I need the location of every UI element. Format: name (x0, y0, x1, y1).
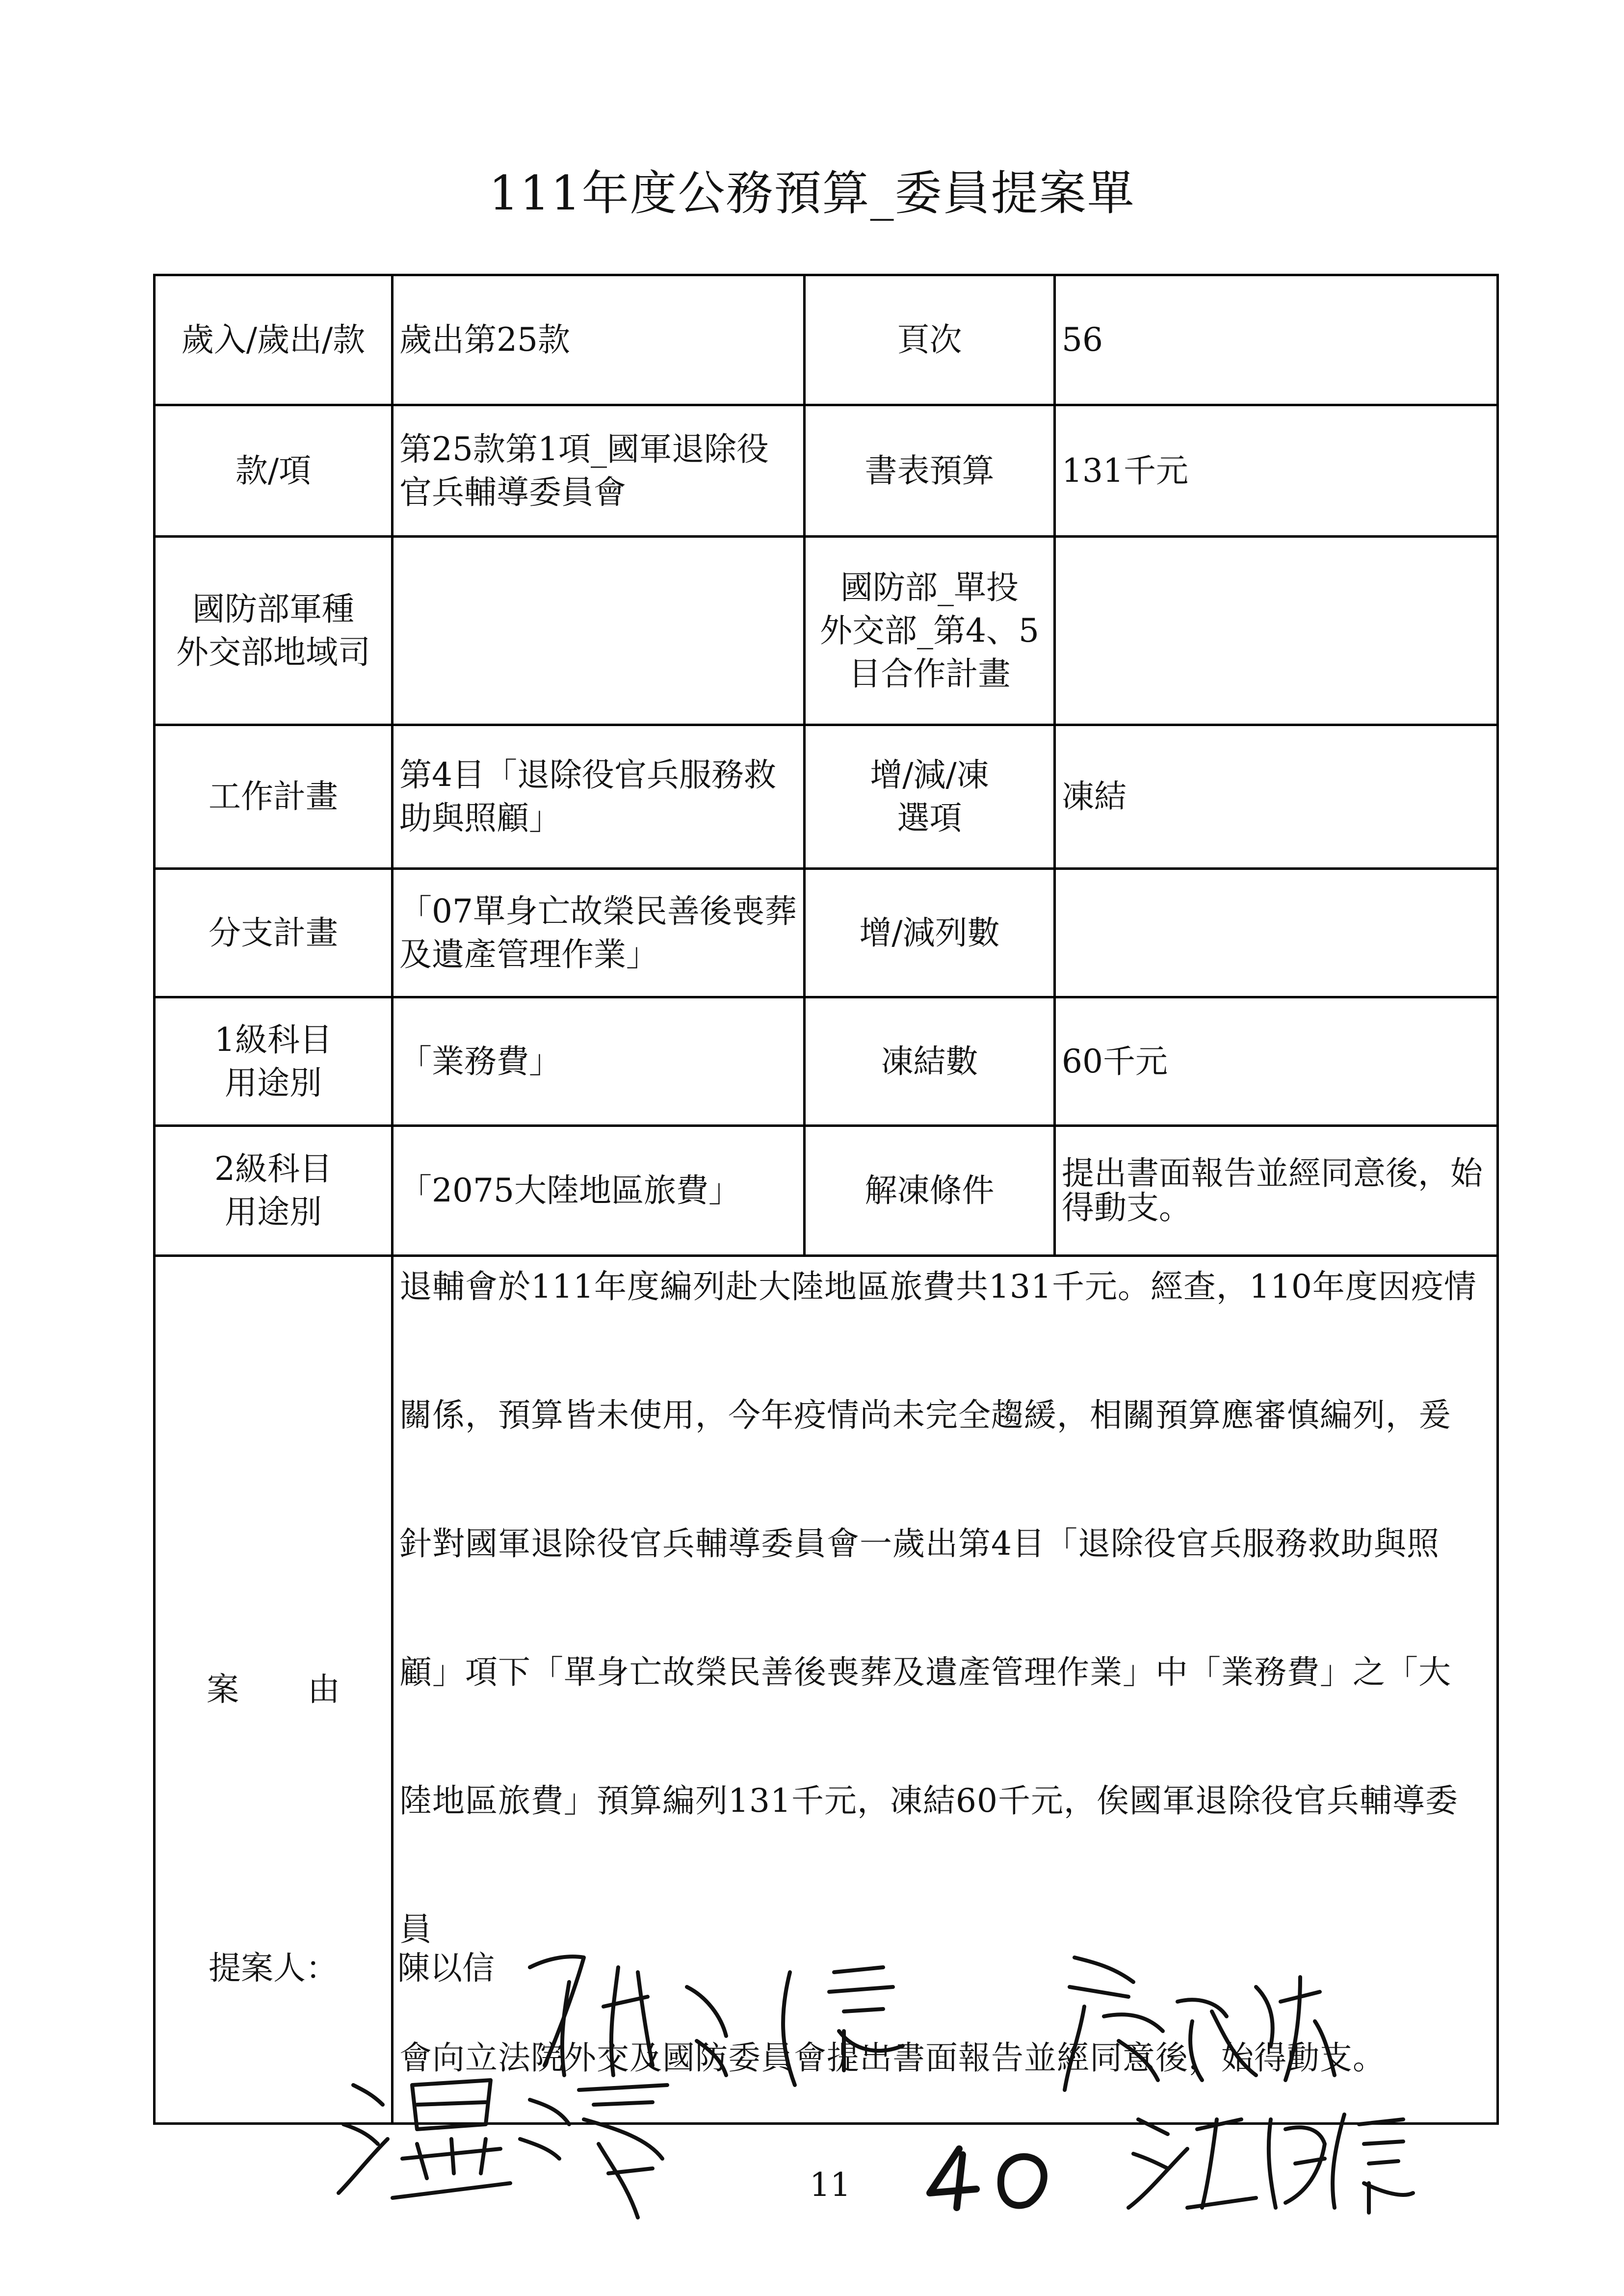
field-label: 分支計畫 (155, 869, 393, 997)
field-label: 書表預算 (805, 405, 1055, 537)
field-value: 第4目「退除役官兵服務救助與照顧」 (393, 725, 805, 869)
field-label: 2級科目 用途別 (155, 1126, 393, 1256)
field-label: 頁次 (805, 275, 1055, 405)
reason-line: 顧」項下「單身亡故榮民善後喪葬及遺產管理作業」中「業務費」之「大 (399, 1653, 1451, 1691)
field-value: 131千元 (1055, 405, 1498, 537)
field-label: 歲入/歲出/款 (155, 275, 393, 405)
form-title: 111年度公務預算_委員提案單 (489, 166, 1135, 221)
reason-line: 退輔會於111年度編列赴大陸地區旅費共131千元。經查，110年度因疫情 (399, 1268, 1477, 1305)
handwritten-number (930, 2149, 1044, 2208)
signature-1 (530, 1957, 903, 2085)
field-label: 凍結數 (805, 997, 1055, 1126)
field-value: 凍結 (1055, 725, 1498, 869)
reason-line: 會向立法院外交及國防委員會提出書面報告並經同意後，始得動支。 (399, 2039, 1386, 2077)
proposer-label: 提案人： (209, 1949, 338, 1987)
reason-line: 針對國軍退除役官兵輔導委員會一歲出第4目「退除役官兵服務救助與照 (399, 1525, 1440, 1563)
page-number: 11 (810, 2166, 851, 2204)
field-label: 增/減列數 (805, 869, 1055, 997)
field-value: 60千元 (1055, 997, 1498, 1126)
field-label: 國防部_單投 外交部_第4、5 目合作計畫 (805, 537, 1055, 725)
reason-label-char: 案 (207, 1670, 239, 1708)
field-label: 國防部軍種 外交部地域司 (155, 537, 393, 725)
field-label: 1級科目 用途別 (155, 997, 393, 1126)
field-label: 增/減/凍 選項 (805, 725, 1055, 869)
field-value: 第25款第1項_國軍退除役官兵輔導委員會 (393, 405, 805, 537)
field-label: 工作計畫 (155, 725, 393, 869)
field-value: 56 (1055, 275, 1498, 405)
field-value: 提出書面報告並經同意後，始得動支。 (1055, 1126, 1498, 1256)
reason-label-char: 由 (308, 1670, 340, 1708)
signature-2 (1065, 1957, 1335, 2090)
field-label: 款/項 (155, 405, 393, 537)
field-value: 歲出第25款 (393, 275, 805, 405)
field-value: 「07單身亡故榮民善後喪葬及遺產管理作業」 (393, 869, 805, 997)
signature-4 (1128, 2114, 1413, 2213)
field-value: 「業務費」 (393, 997, 805, 1126)
reason-line: 關係，預算皆未使用，今年疫情尚未完全趨緩，相關預算應審慎編列，爰 (399, 1396, 1451, 1434)
proposer-name: 陳以信 (397, 1949, 495, 1987)
signature-3 (339, 2080, 667, 2218)
field-value: 「2075大陸地區旅費」 (393, 1126, 805, 1256)
reason-line: 陸地區旅費」預算編列131千元，凍結60千元，俟國軍退除役官兵輔導委員 (399, 1782, 1458, 1948)
field-label: 解凍條件 (805, 1126, 1055, 1256)
